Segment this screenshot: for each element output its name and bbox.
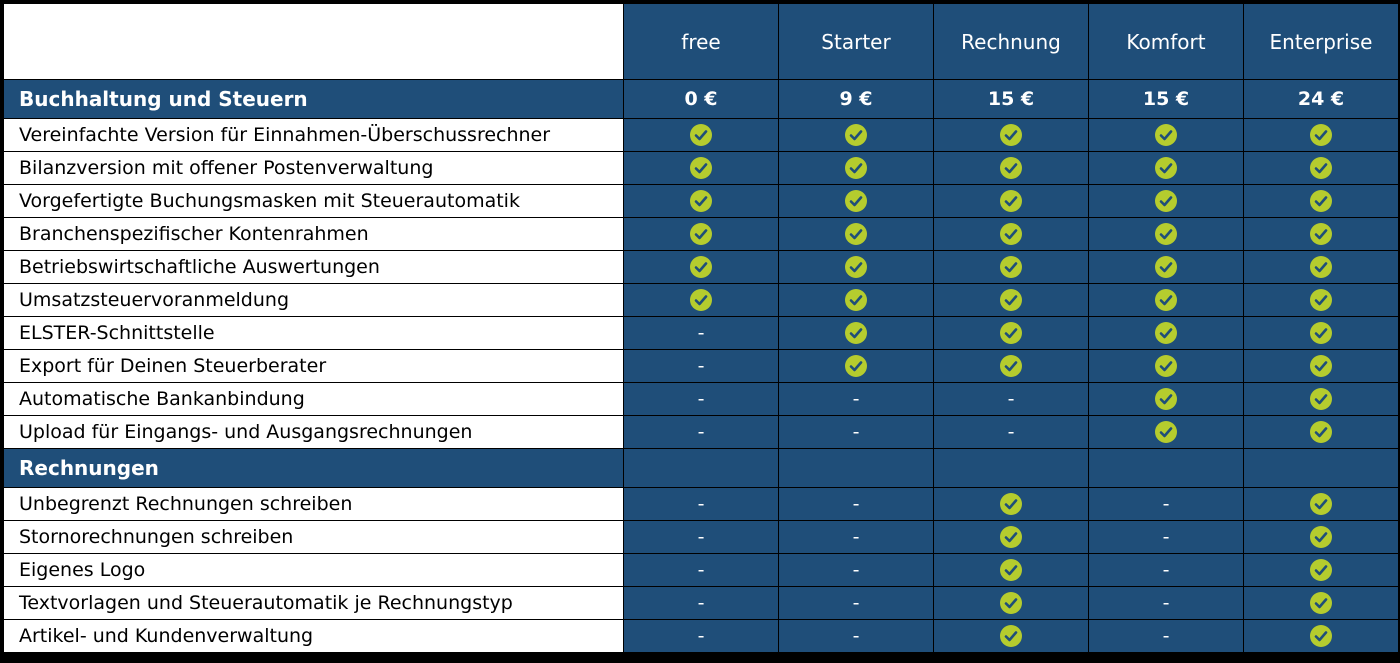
check-circle-icon [690, 124, 712, 146]
check-circle-icon [1155, 223, 1177, 245]
feature-excluded-cell [624, 416, 779, 449]
plan-price: 15 € [934, 80, 1089, 119]
feature-excluded-cell [779, 554, 934, 587]
check-circle-icon [690, 289, 712, 311]
not-included-dash: - [697, 559, 705, 581]
feature-excluded-cell [624, 620, 779, 653]
feature-included-cell [1089, 284, 1244, 317]
feature-row [4, 488, 1399, 521]
feature-included-cell [1089, 152, 1244, 185]
check-circle-icon [1310, 157, 1332, 179]
check-circle-icon [690, 223, 712, 245]
check-circle-icon [1310, 289, 1332, 311]
not-included-dash: - [1007, 388, 1015, 410]
check-circle-icon [1000, 526, 1022, 548]
feature-included-cell [779, 218, 934, 251]
check-circle-icon [1310, 388, 1332, 410]
check-circle-icon [845, 322, 867, 344]
feature-label: Branchenspezifischer Kontenrahmen [4, 218, 624, 251]
check-circle-icon [845, 289, 867, 311]
not-included-dash: - [1162, 526, 1170, 548]
check-circle-icon [1310, 625, 1332, 647]
check-circle-icon [1000, 256, 1022, 278]
not-included-dash: - [852, 388, 860, 410]
plan-name: Rechnung [934, 4, 1089, 80]
feature-included-cell [934, 350, 1089, 383]
feature-included-cell [1244, 488, 1399, 521]
check-circle-icon [1310, 322, 1332, 344]
feature-label: Bilanzversion mit offener Postenverwaltung [4, 152, 624, 185]
feature-label: Textvorlagen und Steuerautomatik je Rechnungstyp [4, 587, 624, 620]
section-title: Rechnungen [4, 449, 624, 488]
plan-price: 9 € [779, 80, 934, 119]
not-included-dash: - [852, 559, 860, 581]
check-circle-icon [1310, 421, 1332, 443]
feature-included-cell [1089, 218, 1244, 251]
not-included-dash: - [1162, 625, 1170, 647]
check-circle-icon [1000, 493, 1022, 515]
feature-included-cell [934, 587, 1089, 620]
check-circle-icon [1310, 355, 1332, 377]
plan-price: 15 € [1089, 80, 1244, 119]
feature-included-cell [779, 152, 934, 185]
feature-label: Betriebswirtschaftliche Auswertungen [4, 251, 624, 284]
feature-excluded-cell [624, 383, 779, 416]
plan-name: free [624, 4, 779, 80]
check-circle-icon [1155, 355, 1177, 377]
check-circle-icon [1155, 124, 1177, 146]
feature-label: Export für Deinen Steuerberater [4, 350, 624, 383]
plan-price [624, 449, 779, 488]
feature-excluded-cell [779, 488, 934, 521]
feature-included-cell [1244, 587, 1399, 620]
feature-row [4, 251, 1399, 284]
check-circle-icon [1310, 190, 1332, 212]
feature-row [4, 218, 1399, 251]
feature-label: Upload für Eingangs- und Ausgangsrechnungen [4, 416, 624, 449]
check-circle-icon [845, 355, 867, 377]
feature-excluded-cell [934, 383, 1089, 416]
feature-excluded-cell [1089, 587, 1244, 620]
feature-excluded-cell [624, 488, 779, 521]
feature-included-cell [1244, 284, 1399, 317]
not-included-dash: - [697, 625, 705, 647]
feature-row [4, 119, 1399, 152]
feature-included-cell [779, 284, 934, 317]
feature-included-cell [779, 251, 934, 284]
plan-price: 24 € [1244, 80, 1399, 119]
plan-price [779, 449, 934, 488]
check-circle-icon [1155, 289, 1177, 311]
feature-included-cell [779, 350, 934, 383]
not-included-dash: - [1162, 559, 1170, 581]
feature-label: Artikel- und Kundenverwaltung [4, 620, 624, 653]
not-included-dash: - [697, 592, 705, 614]
check-circle-icon [1155, 256, 1177, 278]
feature-excluded-cell [624, 350, 779, 383]
check-circle-icon [845, 256, 867, 278]
feature-excluded-cell [779, 587, 934, 620]
feature-excluded-cell [1089, 554, 1244, 587]
feature-row [4, 416, 1399, 449]
feature-row [4, 383, 1399, 416]
feature-excluded-cell [1089, 620, 1244, 653]
feature-included-cell [1244, 119, 1399, 152]
not-included-dash: - [852, 592, 860, 614]
feature-label: Stornorechnungen schreiben [4, 521, 624, 554]
not-included-dash: - [1162, 592, 1170, 614]
feature-excluded-cell [624, 554, 779, 587]
feature-row [4, 317, 1399, 350]
feature-included-cell [934, 620, 1089, 653]
feature-included-cell [1244, 185, 1399, 218]
not-included-dash: - [697, 388, 705, 410]
feature-label: Umsatzsteuervoranmeldung [4, 284, 624, 317]
not-included-dash: - [697, 322, 705, 344]
feature-included-cell [779, 119, 934, 152]
feature-excluded-cell [934, 416, 1089, 449]
plan-header-row [4, 4, 1399, 80]
header-corner [4, 4, 624, 80]
check-circle-icon [690, 157, 712, 179]
plan-price [1089, 449, 1244, 488]
feature-excluded-cell [779, 620, 934, 653]
feature-row [4, 350, 1399, 383]
feature-included-cell [934, 119, 1089, 152]
check-circle-icon [690, 256, 712, 278]
feature-included-cell [1244, 152, 1399, 185]
check-circle-icon [1000, 157, 1022, 179]
feature-included-cell [1244, 350, 1399, 383]
feature-included-cell [1089, 119, 1244, 152]
feature-included-cell [624, 119, 779, 152]
check-circle-icon [1000, 592, 1022, 614]
not-included-dash: - [697, 493, 705, 515]
plan-name: Enterprise [1244, 4, 1399, 80]
feature-included-cell [934, 218, 1089, 251]
feature-included-cell [1089, 251, 1244, 284]
plan-name: Starter [779, 4, 934, 80]
section-header-row [4, 80, 1399, 119]
feature-included-cell [1244, 251, 1399, 284]
check-circle-icon [1000, 625, 1022, 647]
feature-excluded-cell [624, 587, 779, 620]
not-included-dash: - [697, 421, 705, 443]
check-circle-icon [690, 190, 712, 212]
not-included-dash: - [852, 493, 860, 515]
check-circle-icon [1000, 322, 1022, 344]
feature-included-cell [1244, 218, 1399, 251]
check-circle-icon [1000, 289, 1022, 311]
feature-included-cell [624, 152, 779, 185]
feature-row [4, 620, 1399, 653]
check-circle-icon [1310, 526, 1332, 548]
feature-included-cell [1244, 383, 1399, 416]
check-circle-icon [1155, 190, 1177, 212]
feature-included-cell [624, 185, 779, 218]
not-included-dash: - [852, 625, 860, 647]
feature-included-cell [1244, 620, 1399, 653]
feature-excluded-cell [624, 317, 779, 350]
feature-excluded-cell [779, 521, 934, 554]
section-title: Buchhaltung und Steuern [4, 80, 624, 119]
feature-included-cell [1089, 317, 1244, 350]
feature-included-cell [624, 284, 779, 317]
feature-label: ELSTER-Schnittstelle [4, 317, 624, 350]
check-circle-icon [845, 124, 867, 146]
check-circle-icon [1155, 322, 1177, 344]
feature-included-cell [1089, 416, 1244, 449]
not-included-dash: - [697, 526, 705, 548]
feature-label: Eigenes Logo [4, 554, 624, 587]
check-circle-icon [1310, 493, 1332, 515]
feature-included-cell [624, 251, 779, 284]
check-circle-icon [1000, 190, 1022, 212]
feature-label: Vorgefertigte Buchungsmasken mit Steuerautomatik [4, 185, 624, 218]
check-circle-icon [1310, 256, 1332, 278]
not-included-dash: - [697, 355, 705, 377]
feature-label: Automatische Bankanbindung [4, 383, 624, 416]
feature-included-cell [934, 554, 1089, 587]
plan-name: Komfort [1089, 4, 1244, 80]
feature-row [4, 284, 1399, 317]
feature-row [4, 152, 1399, 185]
feature-row [4, 521, 1399, 554]
feature-included-cell [779, 317, 934, 350]
feature-included-cell [779, 185, 934, 218]
check-circle-icon [845, 157, 867, 179]
feature-included-cell [934, 152, 1089, 185]
feature-row [4, 587, 1399, 620]
not-included-dash: - [1162, 493, 1170, 515]
feature-included-cell [1244, 416, 1399, 449]
feature-included-cell [1244, 521, 1399, 554]
section-header-row [4, 449, 1399, 488]
feature-included-cell [934, 521, 1089, 554]
feature-excluded-cell [624, 521, 779, 554]
check-circle-icon [845, 190, 867, 212]
feature-label: Unbegrenzt Rechnungen schreiben [4, 488, 624, 521]
check-circle-icon [1155, 421, 1177, 443]
plan-price [934, 449, 1089, 488]
check-circle-icon [1000, 124, 1022, 146]
feature-label: Vereinfachte Version für Einnahmen-Überschussrechner [4, 119, 624, 152]
check-circle-icon [1310, 124, 1332, 146]
feature-included-cell [934, 251, 1089, 284]
feature-excluded-cell [1089, 521, 1244, 554]
feature-included-cell [934, 284, 1089, 317]
feature-included-cell [934, 488, 1089, 521]
check-circle-icon [1000, 355, 1022, 377]
feature-excluded-cell [1089, 488, 1244, 521]
check-circle-icon [1155, 157, 1177, 179]
plan-price: 0 € [624, 80, 779, 119]
feature-included-cell [1089, 383, 1244, 416]
check-circle-icon [1000, 559, 1022, 581]
feature-included-cell [934, 317, 1089, 350]
feature-row [4, 185, 1399, 218]
feature-included-cell [1089, 350, 1244, 383]
check-circle-icon [1000, 223, 1022, 245]
plan-price [1244, 449, 1399, 488]
feature-included-cell [624, 218, 779, 251]
check-circle-icon [1155, 388, 1177, 410]
feature-row [4, 554, 1399, 587]
check-circle-icon [1310, 223, 1332, 245]
check-circle-icon [845, 223, 867, 245]
feature-included-cell [934, 185, 1089, 218]
not-included-dash: - [852, 421, 860, 443]
feature-excluded-cell [779, 416, 934, 449]
not-included-dash: - [1007, 421, 1015, 443]
pricing-table [3, 3, 1399, 653]
feature-included-cell [1244, 554, 1399, 587]
check-circle-icon [1310, 559, 1332, 581]
not-included-dash: - [852, 526, 860, 548]
feature-excluded-cell [779, 383, 934, 416]
feature-included-cell [1244, 317, 1399, 350]
feature-included-cell [1089, 185, 1244, 218]
check-circle-icon [1310, 592, 1332, 614]
